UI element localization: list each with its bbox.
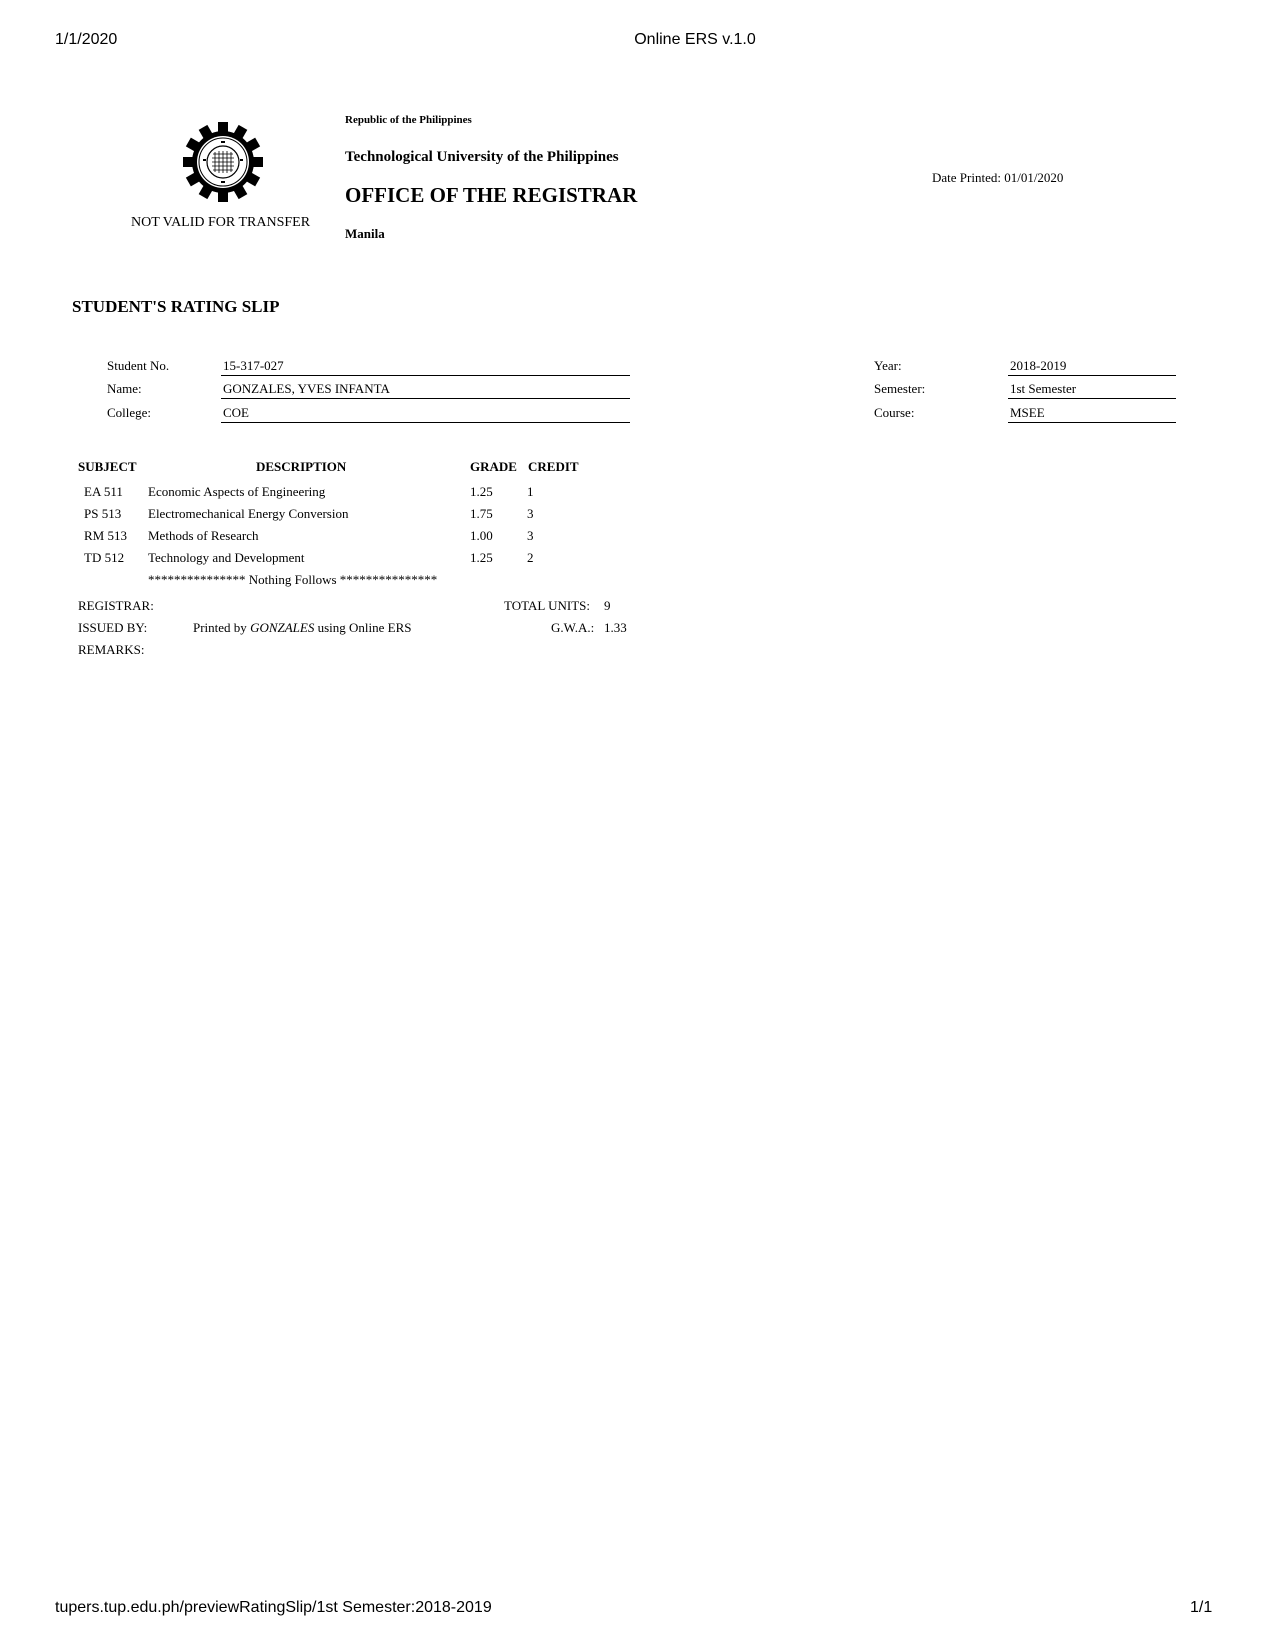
document-title: STUDENT'S RATING SLIP — [72, 297, 280, 316]
date-printed: Date Printed: 01/01/2020 — [932, 170, 1064, 185]
republic-label: Republic of the Philippines — [345, 114, 472, 126]
print-date: 1/1/2020 — [55, 31, 118, 48]
course-label: Course: — [874, 405, 915, 420]
university-name: Technological University of the Philippines — [345, 149, 619, 165]
office-title: OFFICE OF THE REGISTRAR — [345, 183, 638, 207]
print-page-number: 1/1 — [1190, 1599, 1213, 1616]
credit-header: CREDIT — [528, 459, 579, 474]
subject-code: TD 512 — [84, 550, 125, 565]
not-valid-notice: NOT VALID FOR TRANSFER — [131, 215, 311, 230]
subject-description: Technology and Development — [148, 550, 305, 565]
subject-grade: 1.00 — [470, 528, 493, 543]
course-value: MSEE — [1008, 405, 1176, 423]
semester-value: 1st Semester — [1008, 381, 1176, 399]
subject-credit: 1 — [527, 484, 534, 499]
college-value: COE — [221, 405, 630, 423]
printed-by-prefix: Printed by — [193, 620, 251, 635]
student-no-label: Student No. — [107, 358, 170, 373]
subject-description: Methods of Research — [148, 528, 259, 543]
issued-by-label: ISSUED BY: — [78, 620, 148, 635]
subject-code: EA 511 — [84, 484, 123, 499]
college-label: College: — [107, 405, 152, 420]
printed-by-line — [193, 620, 412, 636]
subject-grade: 1.75 — [470, 506, 493, 521]
year-label: Year: — [874, 358, 902, 373]
gwa-value: 1.33 — [604, 620, 627, 635]
subject-description: Electromechanical Energy Conversion — [148, 506, 349, 521]
grade-header: GRADE — [470, 459, 517, 474]
subject-grade: 1.25 — [470, 484, 493, 499]
semester-label: Semester: — [874, 381, 926, 396]
registrar-label: REGISTRAR: — [78, 598, 154, 613]
year-value: 2018-2019 — [1008, 358, 1176, 376]
printed-by-suffix: using Online ERS — [314, 620, 412, 635]
subject-header: SUBJECT — [78, 459, 137, 474]
name-label: Name: — [107, 381, 142, 396]
subject-grade: 1.25 — [470, 550, 493, 565]
subject-code: RM 513 — [84, 528, 127, 543]
subject-credit: 3 — [527, 506, 534, 521]
gwa-label: G.W.A.: — [551, 620, 595, 635]
subject-code: PS 513 — [84, 506, 122, 521]
description-header: DESCRIPTION — [256, 459, 347, 474]
total-units-label: TOTAL UNITS: — [504, 598, 590, 613]
subject-description: Economic Aspects of Engineering — [148, 484, 326, 499]
print-url: tupers.tup.edu.ph/previewRatingSlip/1st Semester:2018-2019 — [55, 1599, 492, 1616]
remarks-label: REMARKS: — [78, 642, 145, 657]
name-value: GONZALES, YVES INFANTA — [221, 381, 630, 399]
nothing-follows-line: *************** Nothing Follows *************** — [148, 572, 438, 587]
student-no-value: 15-317-027 — [221, 358, 630, 376]
print-page-title: Online ERS v.1.0 — [634, 31, 756, 48]
university-seal-icon — [183, 122, 263, 202]
total-units-value: 9 — [604, 598, 611, 613]
subject-credit: 3 — [527, 528, 534, 543]
printed-by-name: GONZALES — [250, 620, 315, 635]
subject-credit: 2 — [527, 550, 534, 565]
city-label: Manila — [345, 226, 385, 241]
